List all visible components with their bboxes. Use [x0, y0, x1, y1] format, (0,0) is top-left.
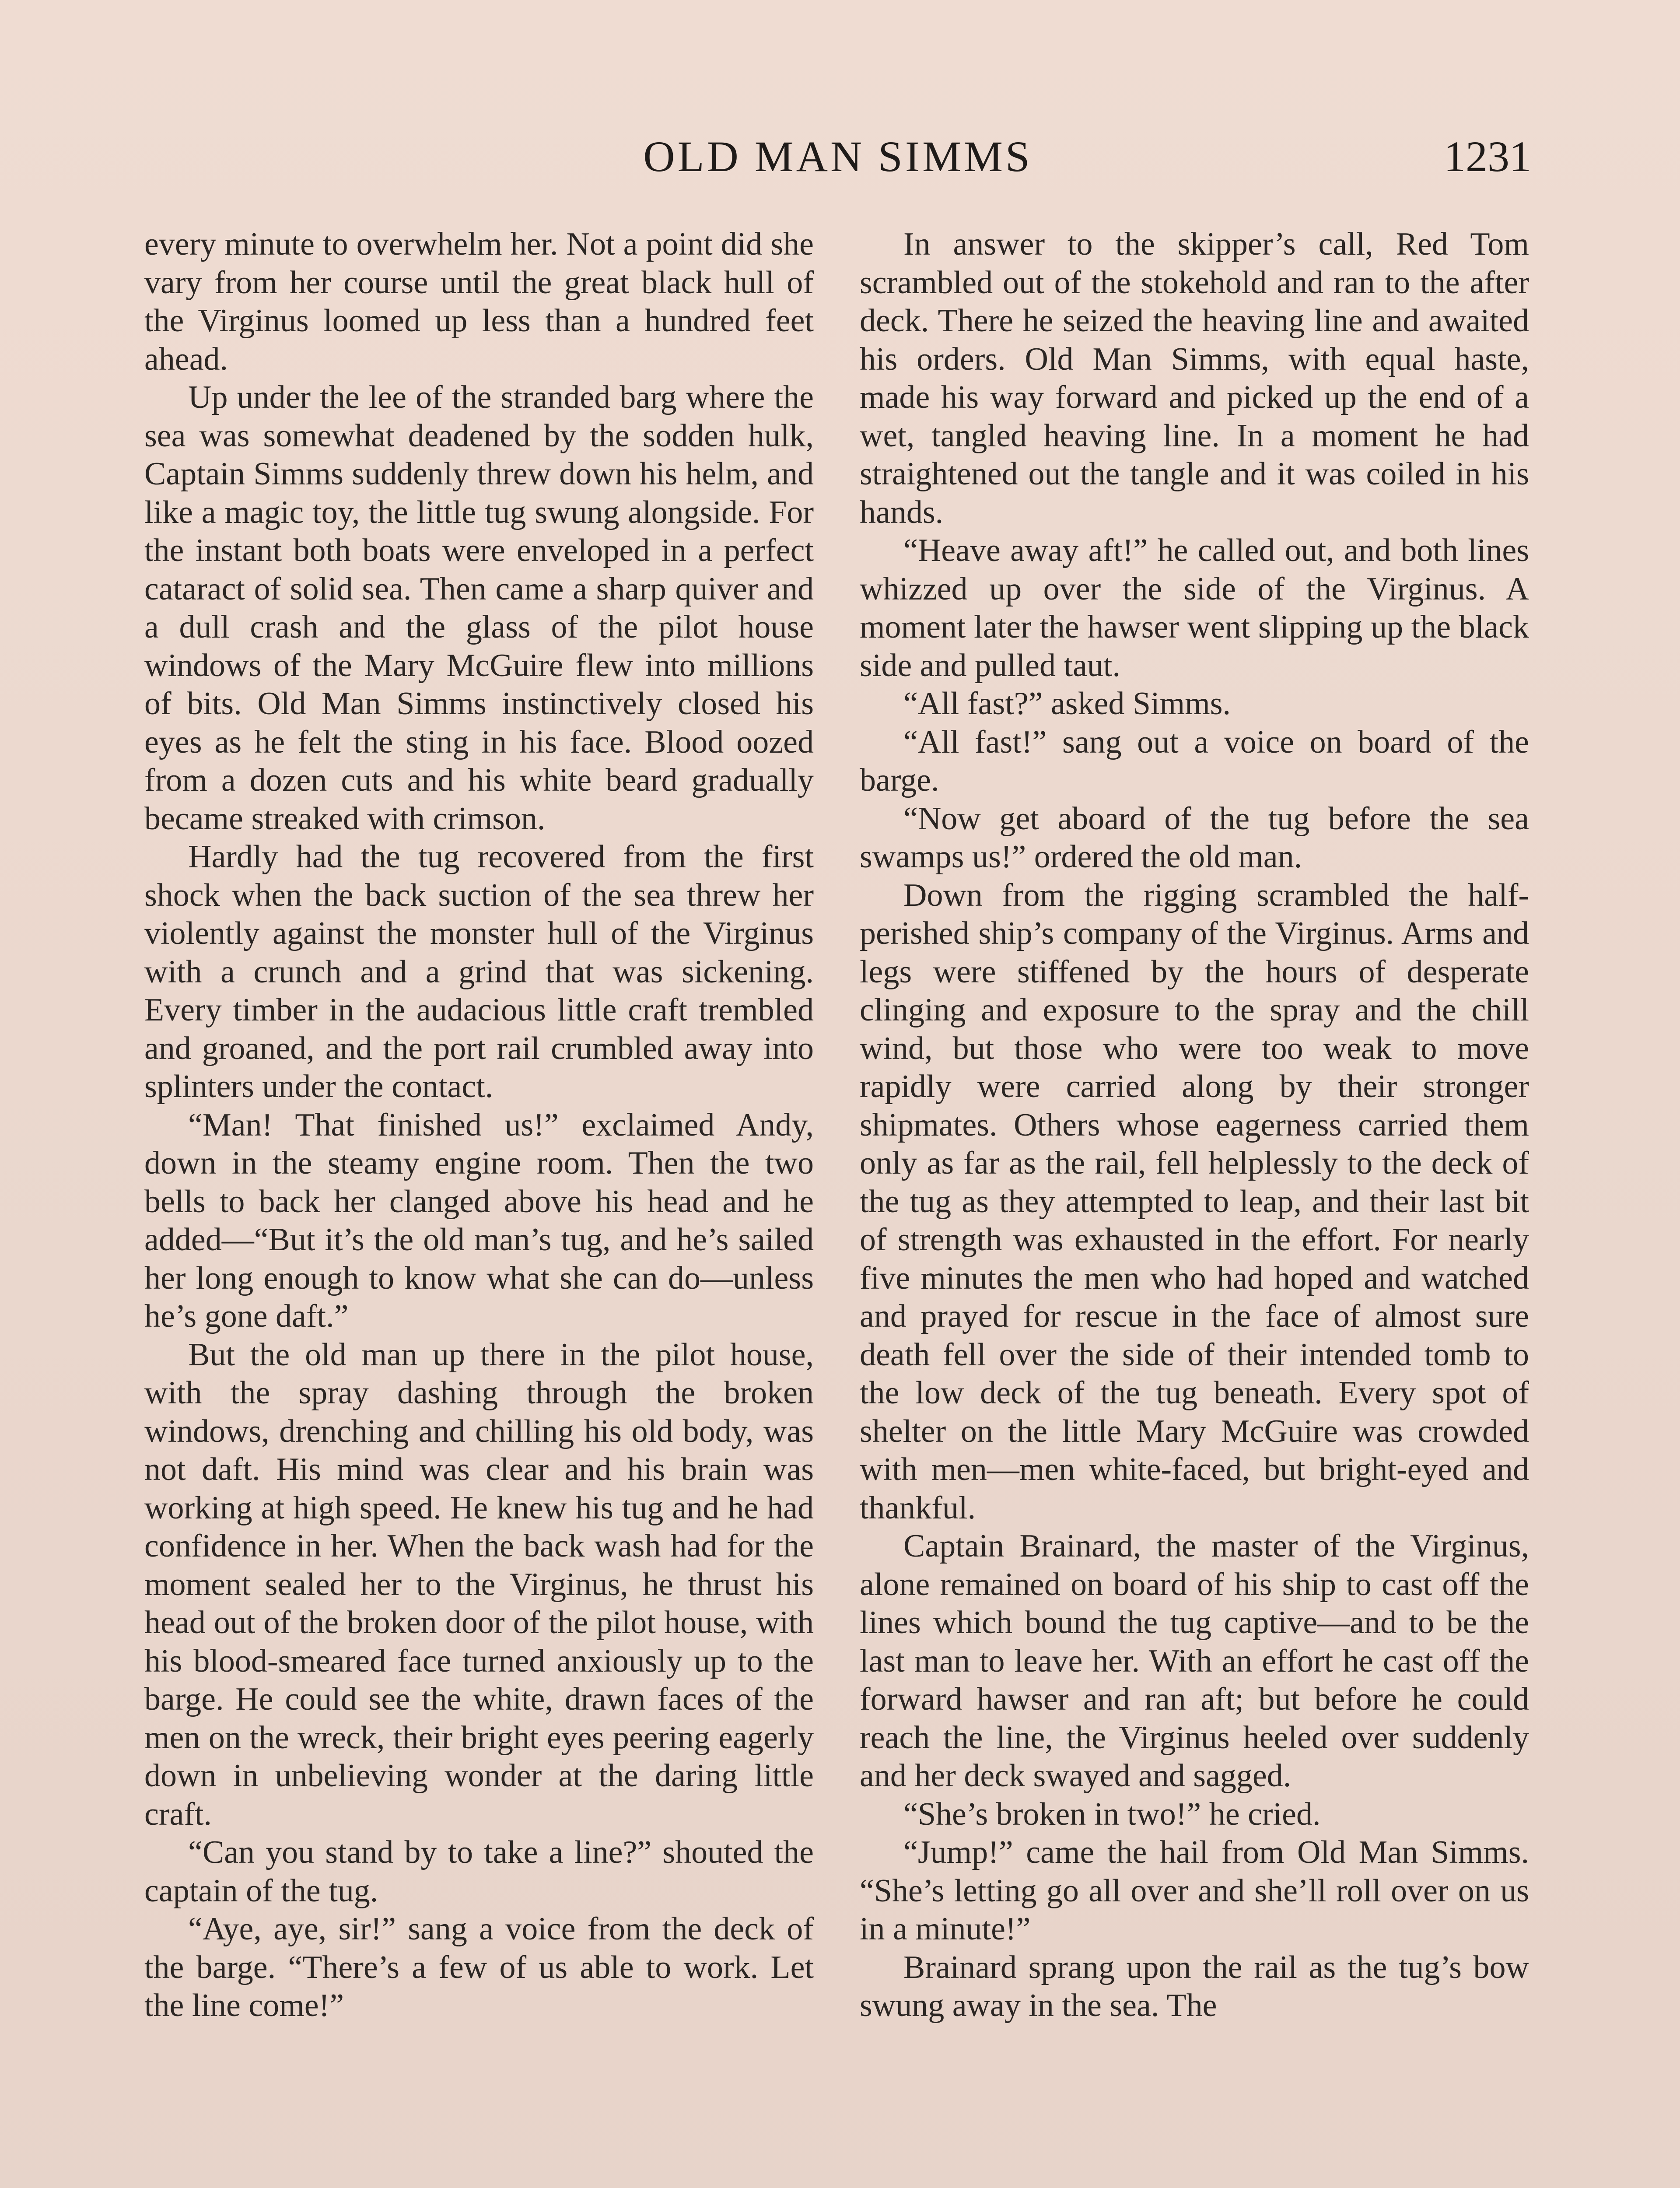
paragraph: Hardly had the tug recovered from the first shock when the back suction of the sea threw her violently against the monster hull of the Virginus with a crunch and a grind that was sickening. Every timber in the audacious little craft trembled and groaned, and the port rail crumbled away into splinters under the contact. — [144, 839, 814, 1105]
paragraph: Down from the rigging scrambled the half-perished ship’s company of the Virginus. Arms and legs were stiffened by the hours of desperate clinging and exposure to the spray and the chill wind, but those who were too weak to move rapidly were carried along by their stronger shipmates. Others whose eagerness carried them only as far as the rail, fell helplessly to the deck of the tug as they attempted to leap, and their last bit of strength was exhausted in the effort. For nearly five minutes the men who had hoped and watched and prayed for rescue in the face of almost sure death fell over the side of their intended tomb to the low deck of the tug beneath. Every spot of shelter on the little Mary McGuire was crowded with men—men white-faced, but bright-eyed and thankful. — [860, 877, 1529, 1526]
paragraph: “Now get aboard of the tug before the sea swamps us!” ordered the old man. — [860, 800, 1529, 875]
paragraph: “She’s broken in two!” he cried. — [903, 1796, 1321, 1832]
paragraph: “Aye, aye, sir!” sang a voice from the deck of the barge. “There’s a few of us able to work. Let the line come!” — [144, 1911, 814, 2023]
paragraph: Up under the lee of the stranded barg where the sea was somewhat deadened by the sodden hulk, Captain Simms suddenly threw down his helm, and like a magic toy, the little tug swung alongside. For the instant both boats were enveloped in a perfect cataract of solid sea. Then came a sharp quiver and a dull crash and the glass of the pilot house windows of the Mary McGuire flew into millions of bits. Old Man Simms instinctively closed his eyes as he felt the sting in his face. Blood oozed from a dozen cuts and his white beard gradually became streaked with crimson. — [144, 379, 814, 837]
page-number: 1231 — [1444, 132, 1531, 181]
paragraph: Captain Brainard, the master of the Virginus, alone remained on board of his ship to cast off the lines which bound the tug captive—and to be the last man to leave her. With an effort he cast off the forward hawser and ran aft; but before he could reach the line, the Virginus heeled over suddenly and her deck swayed and sagged. — [860, 1528, 1529, 1794]
paragraph: “All fast?” asked Simms. — [903, 686, 1231, 722]
paragraph: “All fast!” sang out a voice on board of the barge. — [860, 724, 1529, 798]
paragraph: “Heave away aft!” he called out, and both lines whizzed up over the side of the Virginus. A moment later the hawser went slipping up the black side and pulled taut. — [860, 533, 1529, 684]
paragraph: every minute to overwhelm her. Not a point did she vary from her course until the great black hull of the Virginus loomed up less than a hundred feet ahead. — [144, 226, 814, 377]
paragraph: Brainard sprang upon the rail as the tug’s bow swung away in the sea. The — [860, 1949, 1529, 2023]
paragraph: But the old man up there in the pilot house, with the spray dashing through the broken windows, drenching and chilling his old body, was not daft. His mind was clear and his brain was working at high speed. He knew his tug and he had confidence in her. When the back wash had for the moment sealed her to the Virginus, he thrust his head out of the broken door of the pilot house, with his blood-smeared face turned anxiously up to the barge. He could see the white, drawn faces of the men on the wreck, their bright eyes peering eagerly down in unbelieving wonder at the daring little craft. — [144, 1336, 814, 1832]
paragraph: “Man! That finished us!” exclaimed Andy, down in the steamy engine room. Then the two bells to back her clanged above his head and he added—“But it’s the old man’s tug, and he’s sailed her long enough to know what she can do—unless he’s gone daft.” — [144, 1107, 814, 1334]
paragraph: “Can you stand by to take a line?” shouted the captain of the tug. — [144, 1834, 814, 1909]
paragraph: “Jump!” came the hail from Old Man Simms. “She’s letting go all over and she’ll roll over on us in a minute!” — [860, 1834, 1529, 1947]
page-title: OLD MAN SIMMS — [643, 132, 1032, 181]
running-header — [144, 131, 1531, 184]
paragraph: In answer to the skipper’s call, Red Tom scrambled out of the stokehold and ran to the after deck. There he seized the heaving line and awaited his orders. Old Man Simms, with equal haste, made his way forward and picked up the end of a wet, tangled heaving line. In a moment he had straightened out the tangle and it was coiled in his hands. — [860, 226, 1529, 530]
right-column — [860, 225, 1529, 2025]
left-column — [144, 225, 814, 2025]
